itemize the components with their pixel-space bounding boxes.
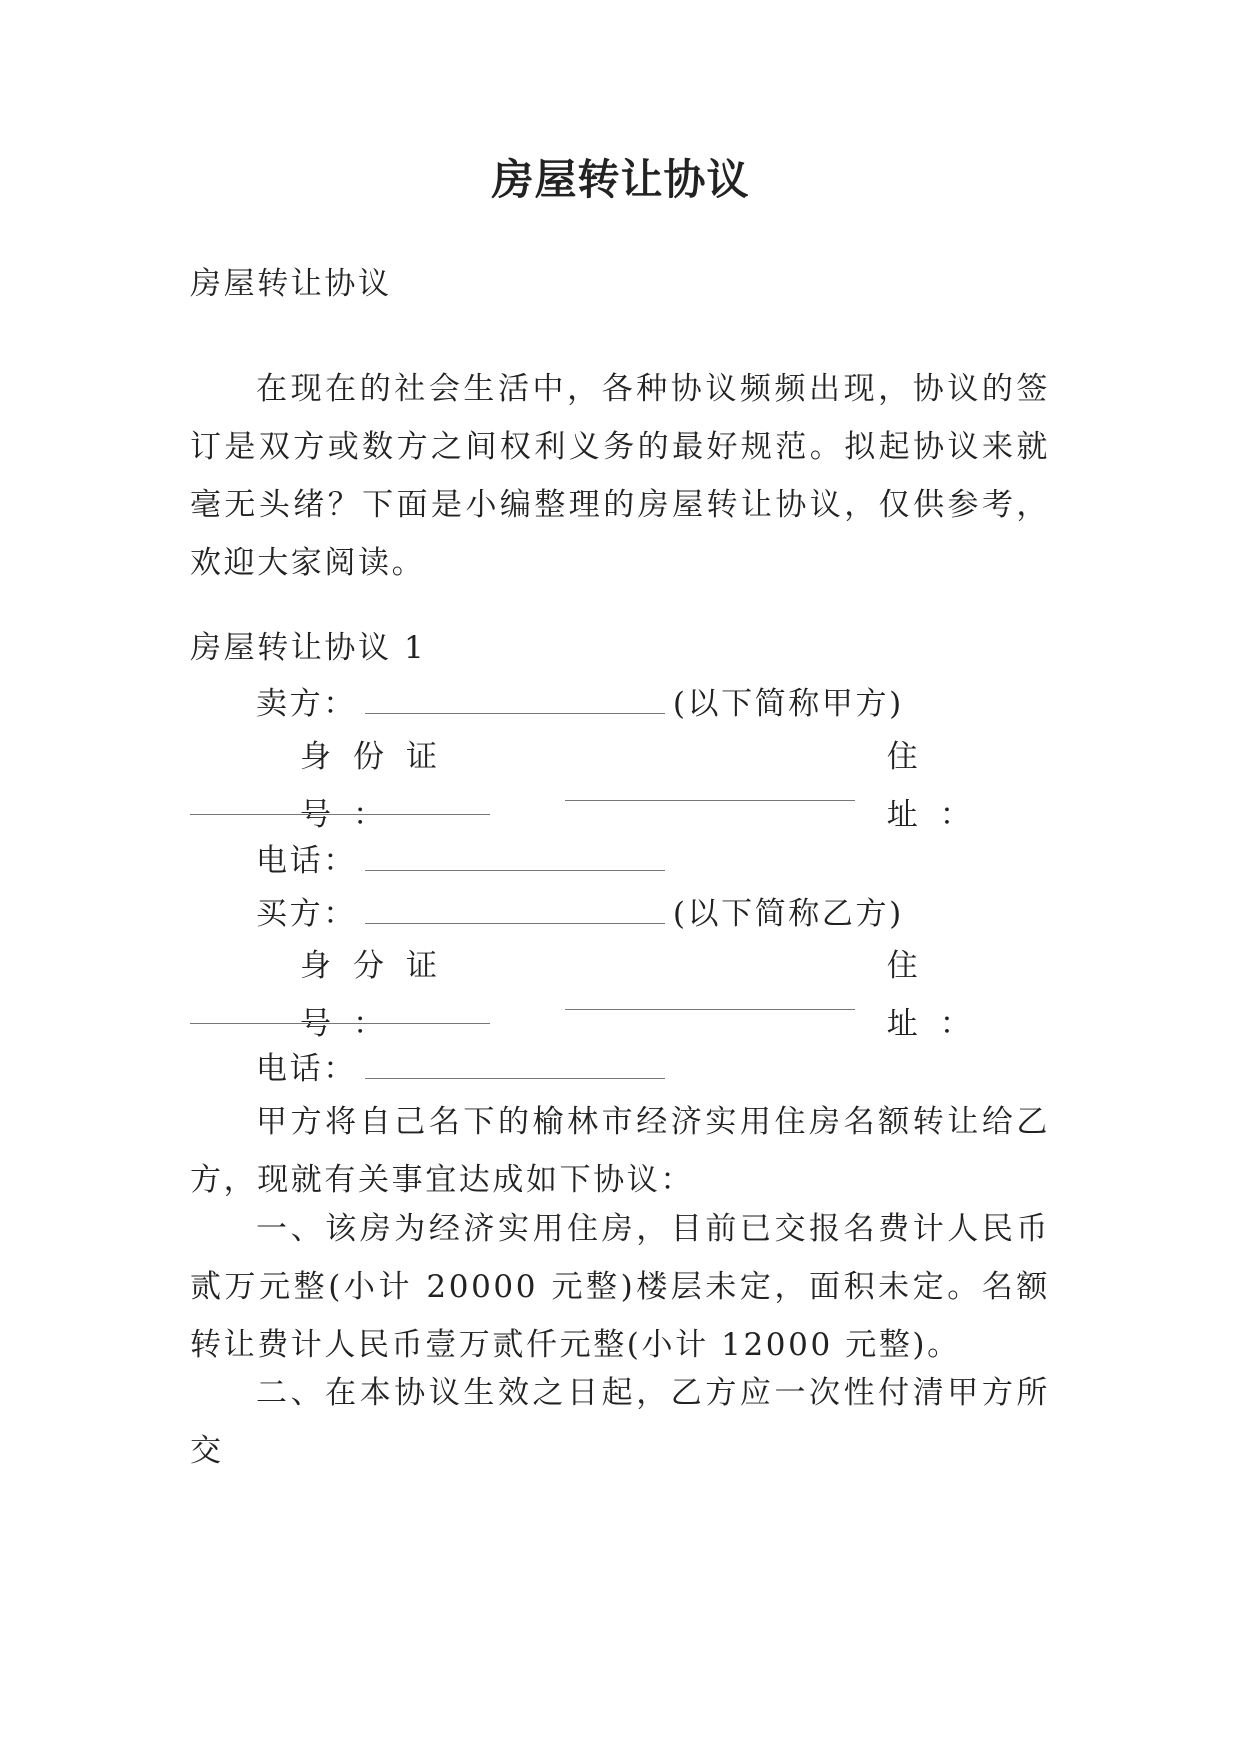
- buyer-phone-row: [256, 1040, 1056, 1098]
- seller-phone-row: [256, 832, 1056, 890]
- buyer-address-blank[interactable]: [190, 1023, 490, 1024]
- seller-row: [256, 675, 1056, 733]
- document-title: 房屋转让协议: [491, 155, 750, 204]
- buyer-label: 买方：: [256, 896, 357, 932]
- buyer-row: [256, 885, 1056, 943]
- buyer-id-row: [300, 937, 1040, 1053]
- clause-2: 二、在本协议生效之日起，乙方应一次性付清甲方所交: [190, 1375, 1050, 1469]
- document-subtitle: 房屋转让协议: [190, 266, 392, 302]
- seller-address-blank[interactable]: [190, 814, 490, 815]
- seller-phone-blank[interactable]: [365, 842, 665, 871]
- seller-phone-label: 电话：: [256, 843, 357, 879]
- buyer-phone-blank[interactable]: [365, 1050, 665, 1079]
- buyer-name-blank[interactable]: [365, 895, 665, 924]
- buyer-phone-label: 电话：: [256, 1051, 357, 1087]
- clause-1: 一、该房为经济实用住房，目前已交报名费计人民币贰万元整(小计 20000 元整)楼层未定，面积未定。名额转让费计人民币壹万贰仟元整(小计 12000 元整)。: [190, 1211, 1050, 1363]
- buyer-id-label: 身分证号：: [300, 948, 459, 1042]
- section-title: 房屋转让协议 1: [190, 630, 427, 666]
- transfer-paragraph: 甲方将自己名下的榆林市经济实用住房名额转让给乙方，现就有关事宜达成如下协议：: [190, 1104, 1050, 1198]
- seller-label: 卖方：: [256, 686, 357, 722]
- seller-id-row: [300, 728, 1040, 844]
- intro-paragraph: 在现在的社会生活中，各种协议频频出现，协议的签订是双方或数方之间权利义务的最好规范。拟起协议来就毫无头绪？下面是小编整理的房屋转让协议，仅供参考，欢迎大家阅读。: [190, 371, 1050, 581]
- seller-id-blank[interactable]: [565, 772, 854, 801]
- buyer-id-blank[interactable]: [565, 981, 854, 1010]
- seller-id-label: 身份证号：: [300, 739, 459, 833]
- buyer-suffix: (以下简称乙方): [672, 896, 904, 932]
- buyer-address-label: 住址：: [886, 948, 993, 1042]
- seller-suffix: (以下简称甲方): [672, 686, 904, 722]
- seller-address-label: 住址：: [886, 739, 993, 833]
- seller-name-blank[interactable]: [365, 685, 665, 714]
